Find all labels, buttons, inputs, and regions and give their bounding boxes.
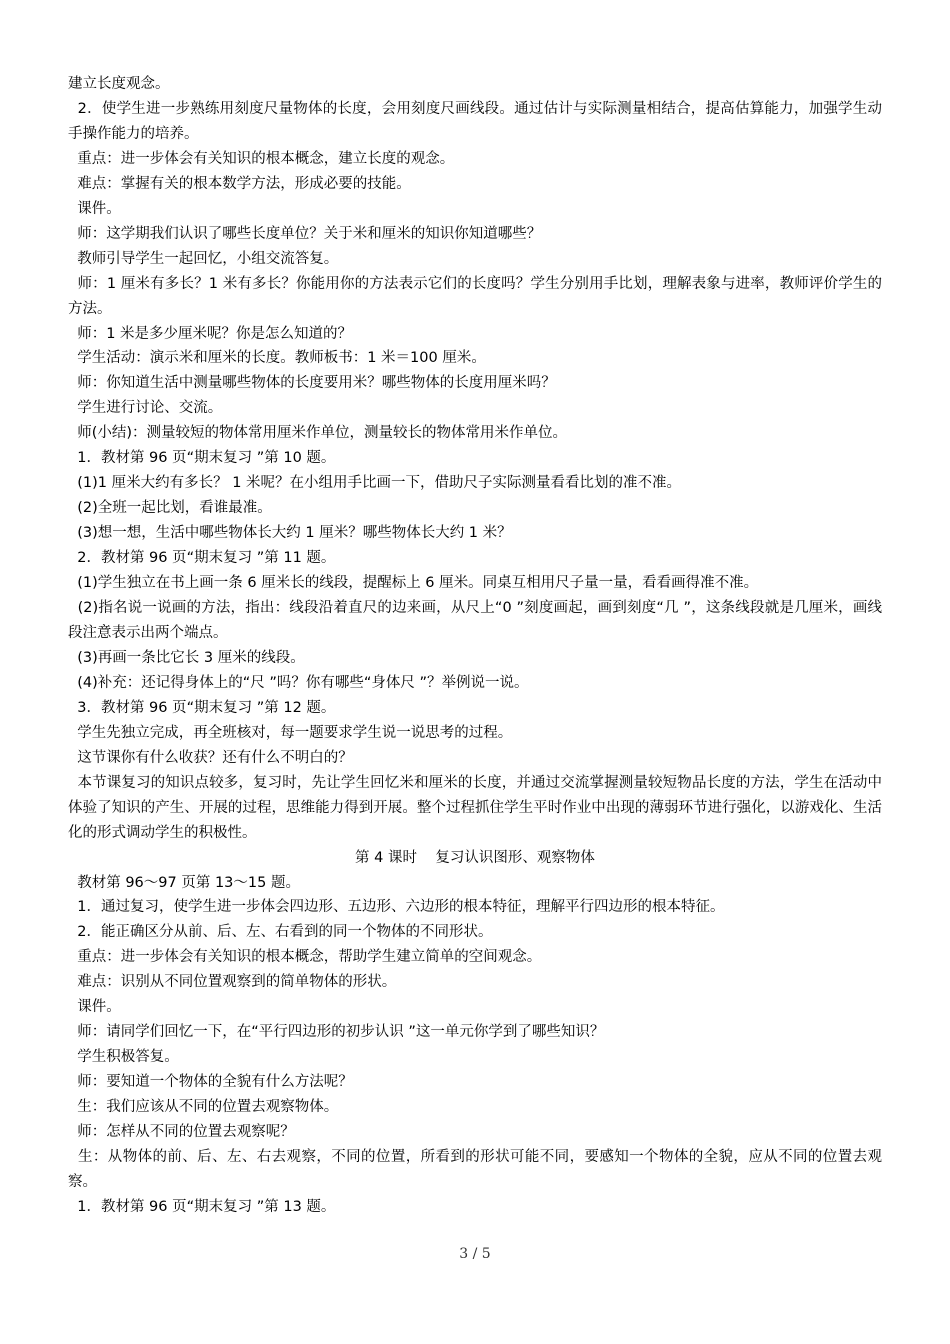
paragraph: 2．教材第 96 页“期末复习 ”第 11 题。 [68, 550, 336, 567]
paragraph: 教师引导学生一起回忆，小组交流答复。 [68, 250, 339, 267]
paragraph-list-review-shapes [68, 871, 882, 1220]
document-body [68, 72, 882, 1220]
paragraph: (3)想一想，生活中哪些物体长大约 1 厘米？哪些物体长大约 1 米？ [68, 525, 512, 542]
paragraph: 课件。 [68, 999, 121, 1016]
paragraph: (2)全班一起比划，看谁最准。 [68, 500, 272, 517]
paragraph: 师：1 米是多少厘米呢？你是怎么知道的？ [68, 325, 353, 342]
paragraph: 本节课复习的知识点较多，复习时，先让学生回忆米和厘米的长度，并通过交流掌握测量较短物品长度的方法，学生在活动中体验了知识的产生、开展的过程，思维能力得到开展。整个过程抓住学生平时作业中出现的薄弱环节进行强化，以游戏化、生活化的形式调动学生的积极性。 [68, 774, 883, 841]
paragraph: 师：你知道生活中测量哪些物体的长度要用米？哪些物体的长度用厘米吗？ [68, 375, 556, 392]
paragraph: 生：从物体的前、后、左、右去观察，不同的位置，所看到的形状可能不同，要感知一个物体的全貌，应从不同的位置去观察。 [68, 1148, 882, 1190]
paragraph: 重点：进一步体会有关知识的根本概念，建立长度的观念。 [68, 150, 455, 167]
paragraph: 难点：掌握有关的根本数学方法，形成必要的技能。 [68, 175, 411, 192]
paragraph: 师：要知道一个物体的全貌有什么方法呢？ [68, 1074, 353, 1091]
paragraph: 生：我们应该从不同的位置去观察物体。 [68, 1099, 339, 1116]
paragraph: 建立长度观念。 [68, 76, 170, 92]
paragraph: 师：这学期我们认识了哪些长度单位？关于米和厘米的知识你知道哪些？ [68, 225, 542, 242]
page-number: 3 / 5 [459, 1246, 491, 1262]
paragraph: 师：请同学们回忆一下，在“平行四边形的初步认识 ”这一单元你学到了哪些知识？ [68, 1024, 605, 1041]
paragraph: 课件。 [68, 200, 121, 217]
paragraph: 3．教材第 96 页“期末复习 ”第 12 题。 [68, 699, 336, 716]
paragraph: 1．教材第 96 页“期末复习 ”第 10 题。 [68, 450, 336, 467]
paragraph: 学生活动：演示米和厘米的长度。教师板书：1 米＝100 厘米。 [68, 350, 486, 367]
paragraph: 1．通过复习，使学生进一步体会四边形、五边形、六边形的根本特征，理解平行四边形的根本特征。 [68, 899, 725, 916]
paragraph: 教材第 96～97 页第 13～15 题。 [68, 874, 300, 891]
paragraph: 这节课你有什么收获？还有什么不明白的？ [68, 749, 353, 766]
paragraph: 重点：进一步体会有关知识的根本概念，帮助学生建立简单的空间观念。 [68, 949, 542, 966]
paragraph: 2．使学生进一步熟练用刻度尺量物体的长度，会用刻度尺画线段。通过估计与实际测量相结合，提高估算能力，加强学生动手操作能力的培养。 [68, 100, 882, 142]
section-title: 第 4 课时 复习认识图形、观察物体 [355, 849, 595, 866]
paragraph: 师：怎样从不同的位置去观察呢？ [68, 1124, 295, 1141]
paragraph: 2．能正确区分从前、后、左、右看到的同一个物体的不同形状。 [68, 924, 493, 941]
paragraph: (2)指名说一说画的方法，指出：线段沿着直尺的边来画，从尺上“0 ”刻度画起，画到刻度“几 ”，这条线段就是几厘米，画线段注意表示出两个端点。 [68, 600, 883, 641]
paragraph: 学生先独立完成，再全班核对，每一题要求学生说一说思考的过程。 [68, 724, 513, 741]
paragraph: 师(小结)：测量较短的物体常用厘米作单位，测量较长的物体常用米作单位。 [68, 425, 568, 442]
paragraph: 学生进行讨论、交流。 [68, 400, 223, 417]
paragraph: 学生积极答复。 [68, 1049, 179, 1066]
paragraph: (1)学生独立在书上画一条 6 厘米长的线段，提醒标上 6 厘米。同桌互相用尺子量一量，看看画得准不准。 [68, 575, 759, 592]
paragraph: (4)补充：还记得身体上的“尺 ”吗？你有哪些“身体尺 ”？举例说一说。 [68, 674, 529, 691]
paragraph: 难点：识别从不同位置观察到的简单物体的形状。 [68, 974, 397, 991]
paragraph: 师：1 厘米有多长？1 米有多长？你能用你的方法表示它们的长度吗？学生分别用手比划，理解表象与进率，教师评价学生的方法。 [68, 275, 882, 317]
paragraph: (1)1 厘米大约有多长？ 1 米呢？在小组用手比画一下，借助尺子实际测量看看比划的准不准。 [68, 475, 682, 492]
paragraph: (3)再画一条比它长 3 厘米的线段。 [68, 649, 305, 666]
paragraph-list-review-length [68, 72, 882, 846]
paragraph: 1．教材第 96 页“期末复习 ”第 13 题。 [68, 1198, 336, 1215]
